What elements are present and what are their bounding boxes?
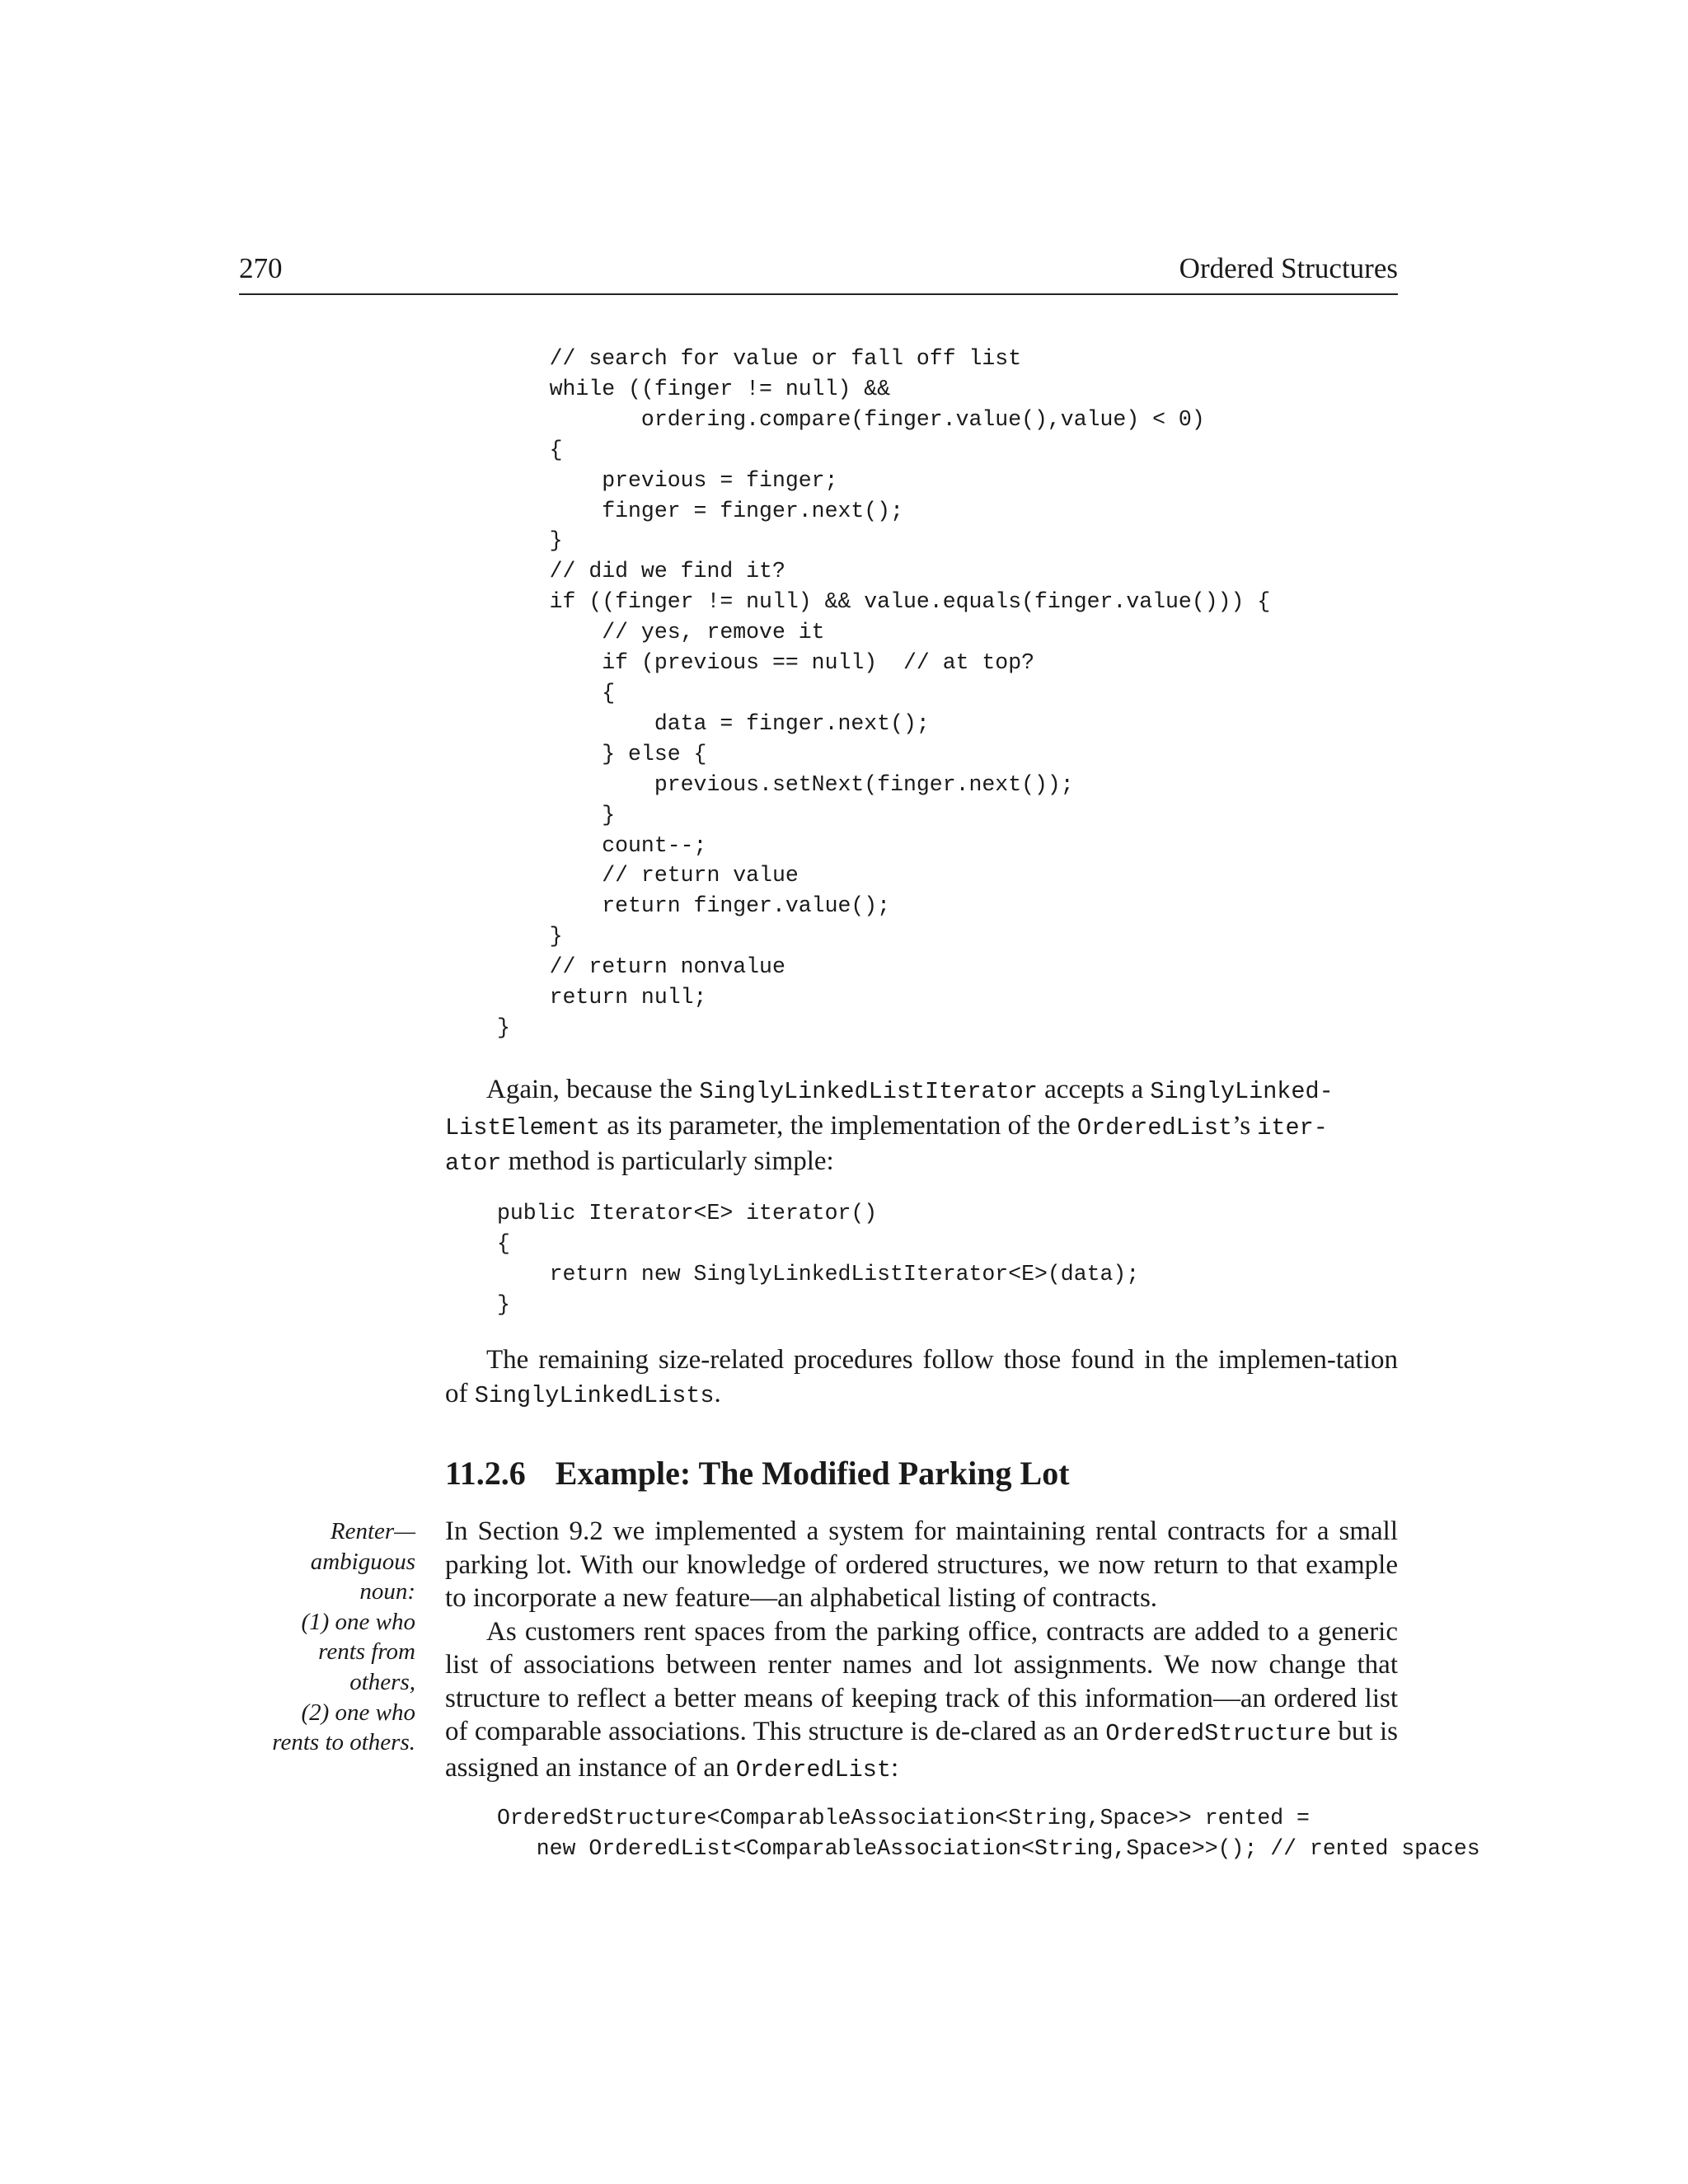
page-number: 270 bbox=[239, 252, 283, 284]
code-listing-remove: // search for value or fall off list while ((finger != null) && ordering.compare(finger.value(),value) < 0) { previous = finger; finger = finger.next(); } // did we find it? if ((finger != null) && value.equals(finger.value())) { // yes, remove it if (previous == null) // at top? { data = finger.next(); } else { previous.setNext(finger.next()); } count--; // return value return finger.value(); } // return nonvalue return null; } bbox=[497, 346, 1271, 1040]
running-title: Ordered Structures bbox=[1179, 252, 1398, 284]
margin-note-line: others, bbox=[349, 1668, 415, 1695]
inline-code: ator bbox=[445, 1150, 502, 1177]
margin-note-line: (1) one who bbox=[301, 1608, 415, 1635]
margin-note-line: rents to others. bbox=[272, 1729, 415, 1756]
section-body bbox=[445, 1515, 1398, 1787]
inline-code: ListElement bbox=[445, 1113, 601, 1141]
margin-note-line: ambiguous bbox=[310, 1548, 415, 1575]
inline-code: iter- bbox=[1257, 1113, 1328, 1141]
inline-code: OrderedStructure bbox=[1105, 1720, 1332, 1747]
paragraph-text: As customers rent spaces from the parking office, contracts are added to a generic list of associations between renter names and lot assignments. We now change that structure to reflect a better means of keeping track of this information—an ordered list of comparable associations. This structure is de-clared as an bbox=[445, 1616, 1398, 1746]
paragraph-text: accepts a bbox=[1037, 1075, 1151, 1104]
inline-code: SinglyLinkedListIterator bbox=[699, 1078, 1038, 1105]
paragraph-text: The remaining size-related procedures follow those found in the implemen-tation of bbox=[445, 1345, 1398, 1408]
paragraph-text: : bbox=[890, 1752, 899, 1783]
body-paragraph bbox=[445, 1343, 1398, 1413]
inline-code: SinglyLinkedLists bbox=[474, 1381, 715, 1409]
section-heading bbox=[445, 1454, 1070, 1493]
inline-code: OrderedList bbox=[1076, 1113, 1233, 1141]
paragraph-text: Again, because the bbox=[486, 1075, 700, 1104]
paragraph-text: as its parameter, the implementation of the bbox=[600, 1110, 1077, 1141]
section-title: Example: The Modified Parking Lot bbox=[555, 1455, 1070, 1492]
margin-note-line: noun: bbox=[359, 1578, 415, 1605]
paragraph-text: method is particularly simple: bbox=[501, 1146, 834, 1176]
margin-note-line: (2) one who bbox=[301, 1699, 415, 1726]
paragraph-text: ’s bbox=[1232, 1110, 1258, 1141]
margin-note-line: rents from bbox=[318, 1638, 415, 1666]
code-listing-iterator: public Iterator<E> iterator() { return new SinglyLinkedListIterator<E>(data); } bbox=[497, 1201, 1140, 1317]
body-paragraph bbox=[445, 1615, 1398, 1788]
inline-code: SinglyLinked- bbox=[1150, 1078, 1334, 1105]
margin-note-line: Renter— bbox=[330, 1518, 415, 1544]
inline-code: OrderedList bbox=[735, 1755, 891, 1783]
running-header bbox=[239, 252, 1398, 295]
body-paragraph bbox=[445, 1073, 1398, 1181]
paragraph-text: but is assigned an instance of an bbox=[445, 1717, 1398, 1783]
margin-note bbox=[239, 1516, 415, 1758]
section-number: 11.2.6 bbox=[445, 1455, 526, 1492]
code-listing-declaration: OrderedStructure<ComparableAssociation<String,Space>> rented = new OrderedList<ComparableAssociation<String,Space>>(); // rented spaces bbox=[497, 1806, 1480, 1861]
paragraph-text: . bbox=[714, 1378, 721, 1408]
body-paragraph: In Section 9.2 we implemented a system for maintaining rental contracts for a small parking lot. With our knowledge of ordered structures, we now return to that example to incorporate a new feature—an alphabetical listing of contracts. bbox=[445, 1516, 1398, 1613]
